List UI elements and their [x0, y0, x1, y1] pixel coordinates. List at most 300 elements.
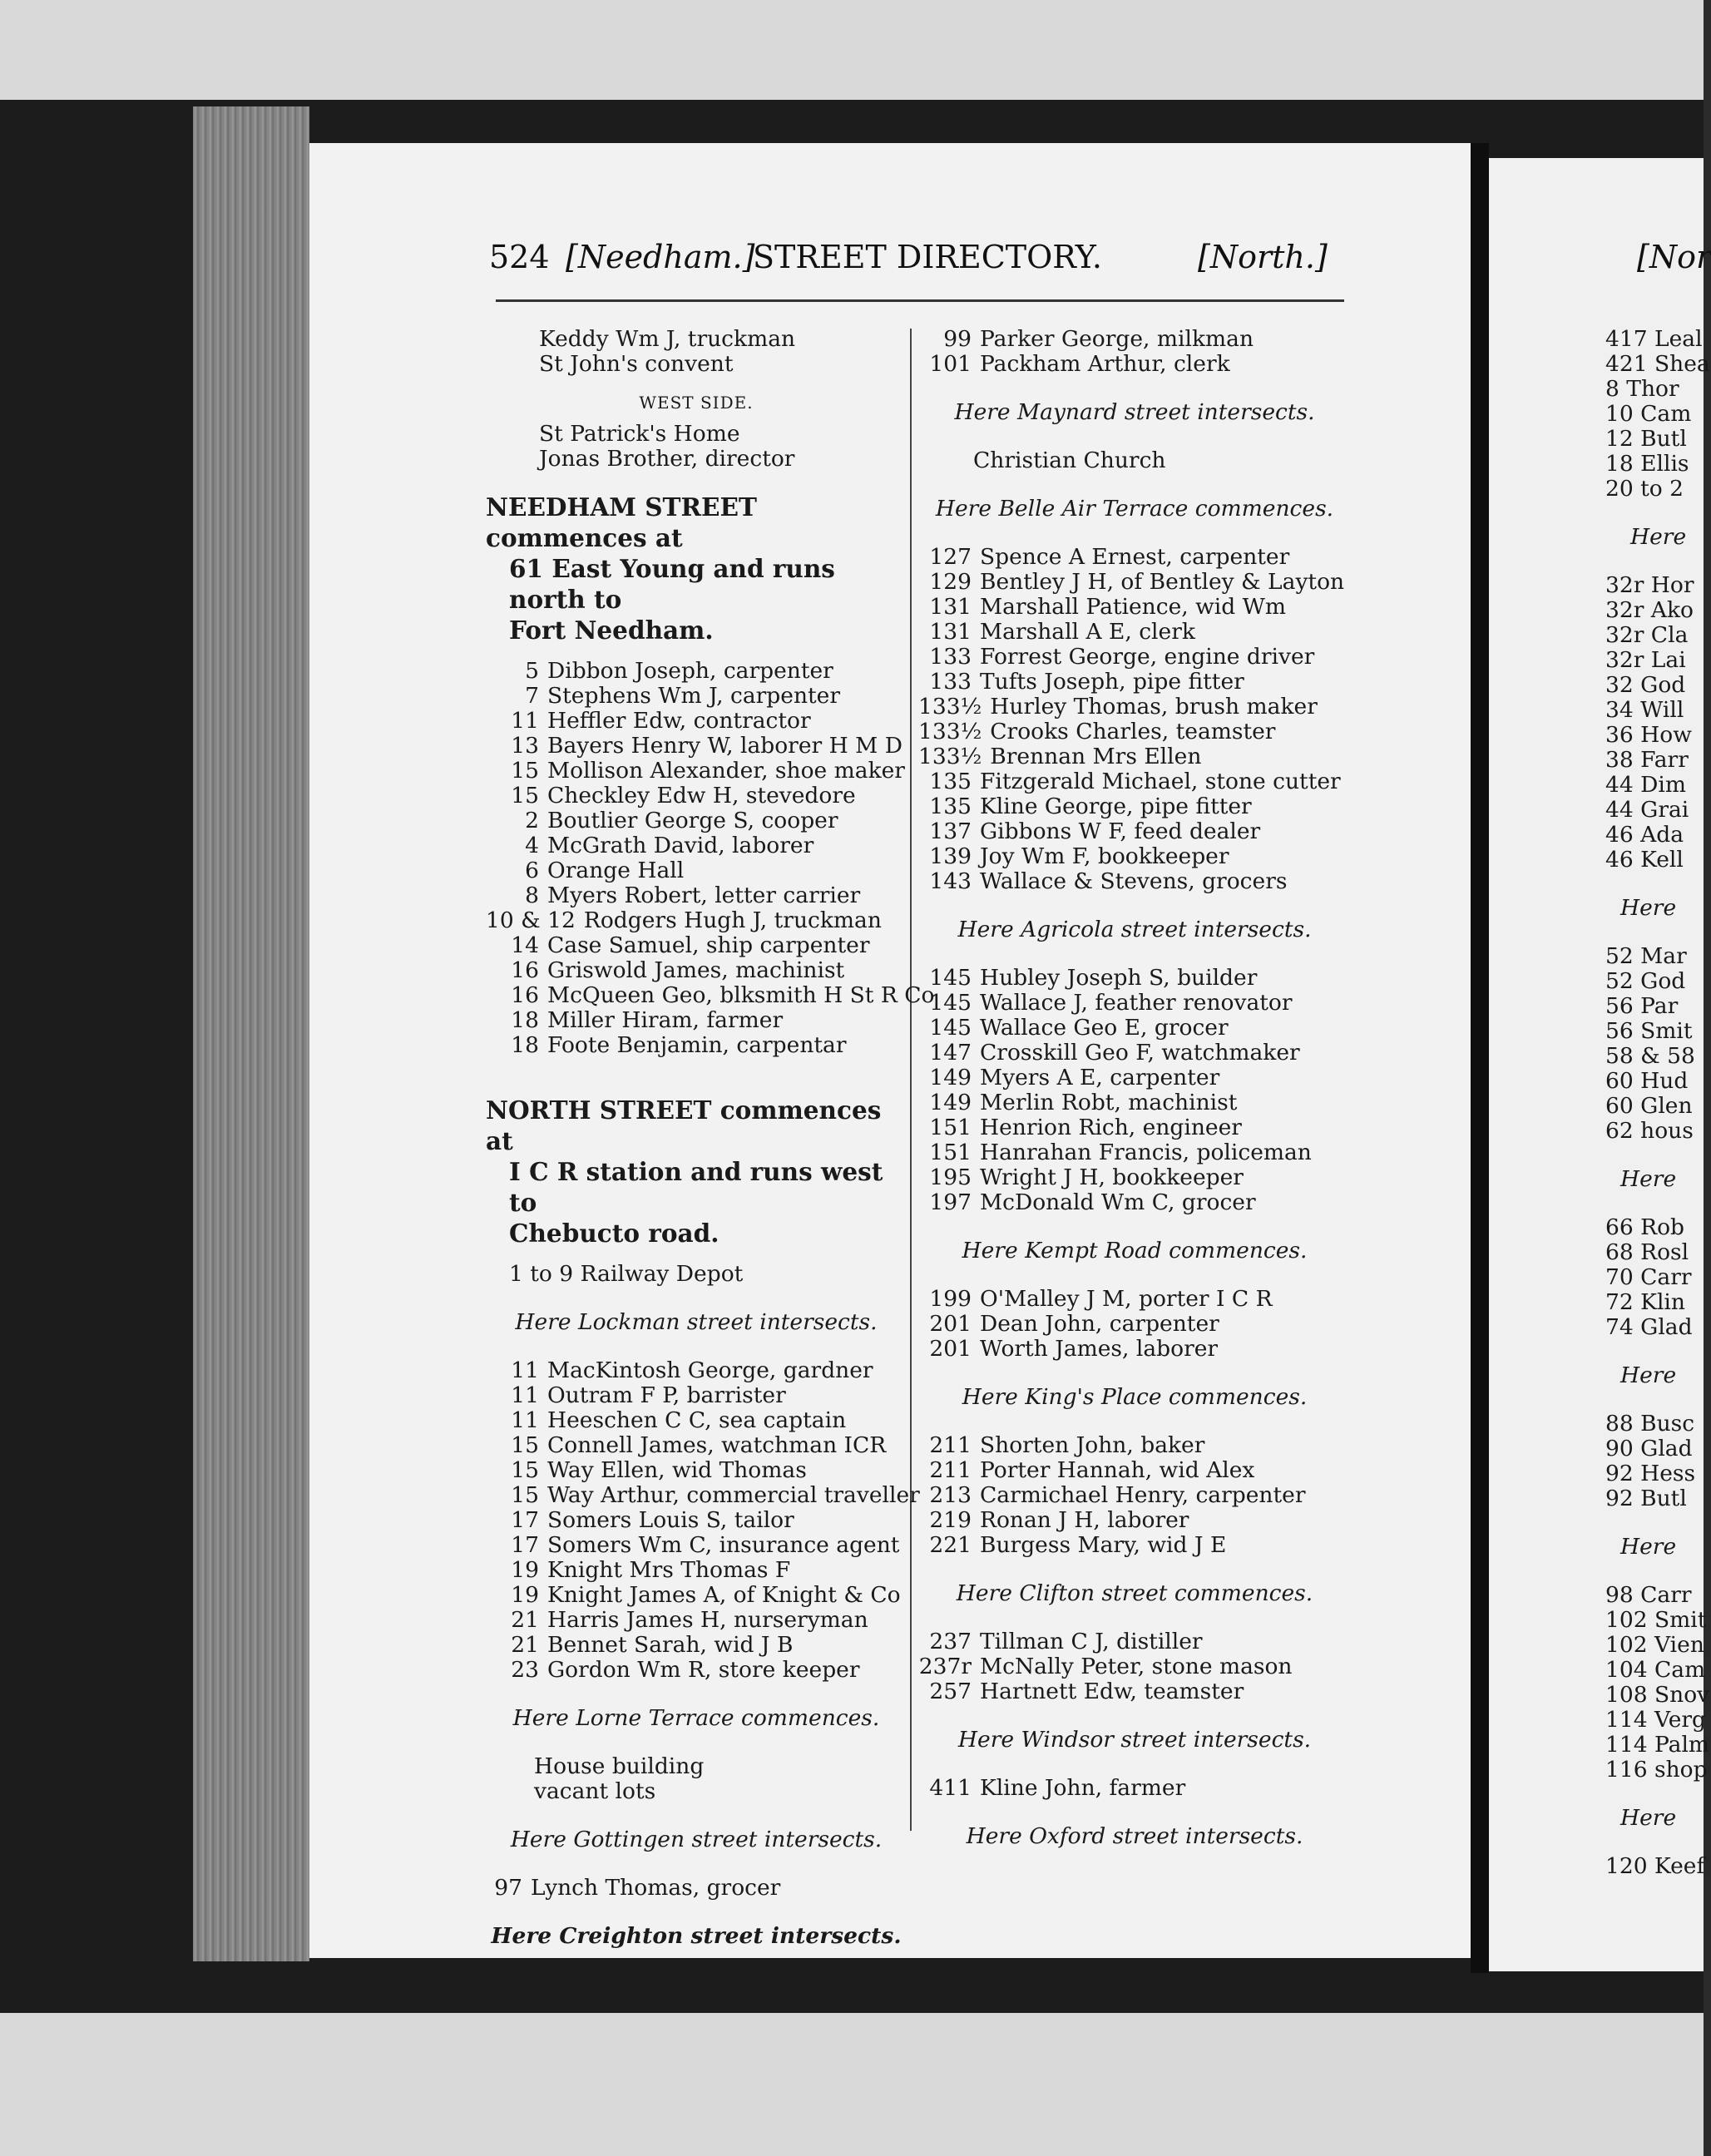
- note-maynard: Here Maynard street intersects.: [954, 399, 1315, 425]
- list-item: [918, 545, 1351, 570]
- list-item: 70 Carr: [1605, 1264, 1692, 1290]
- entry-text: Heffler Edw, contractor: [547, 708, 811, 734]
- house-number: 1 to 9: [509, 1261, 574, 1287]
- right-note: Here: [1620, 895, 1677, 921]
- entry-text: Marshall Patience, wid Wm: [980, 594, 1287, 620]
- house-number: 201: [929, 1336, 972, 1362]
- list-item: Jonas Brother, director: [539, 446, 795, 472]
- list-item: 102 Smit: [1605, 1607, 1707, 1633]
- house-number: 147: [929, 1040, 972, 1066]
- list-item: vacant lots: [534, 1778, 656, 1804]
- list-item: [918, 1115, 1351, 1140]
- list-item: [486, 734, 907, 759]
- list-item: Christian Church: [973, 448, 1166, 473]
- right-group: [1605, 1854, 1704, 1879]
- right-page-header-tag: [1637, 239, 1711, 275]
- page-title: STREET DIRECTORY.: [753, 239, 1103, 275]
- house-number: 11: [511, 708, 539, 734]
- entry-text: Way Arthur, commercial traveller: [547, 1482, 920, 1508]
- list-item: [918, 1066, 1351, 1090]
- entry-text: Gibbons W F, feed dealer: [980, 818, 1261, 844]
- house-number: 197: [929, 1189, 972, 1215]
- list-item: [486, 784, 907, 808]
- house-number: 19: [511, 1582, 539, 1608]
- list-item: [918, 1654, 1351, 1679]
- entry-text: Joy Wm F, bookkeeper: [980, 843, 1229, 869]
- list-item: [918, 670, 1351, 695]
- left-column: [486, 326, 935, 1972]
- list-item: 60 Hud: [1605, 1068, 1689, 1094]
- house-number: 5: [525, 658, 539, 684]
- list-item: [486, 1608, 907, 1633]
- entry-text: Bentley J H, of Bentley & Layton: [980, 569, 1345, 595]
- house-number: 135: [929, 769, 972, 794]
- list-item: [486, 684, 907, 709]
- heading-line: I C R station and runs west to: [509, 1157, 883, 1217]
- list-item: 46 Ada: [1605, 822, 1684, 848]
- entry-text: Orange Hall: [547, 858, 685, 883]
- list-item: 44 Grai: [1605, 797, 1689, 823]
- house-number: 8: [525, 883, 539, 908]
- list-item: [486, 759, 907, 784]
- entry-text: Packham Arthur, clerk: [980, 351, 1230, 377]
- list-item: [486, 1482, 920, 1508]
- list-item: Keddy Wm J, truckman: [539, 326, 796, 352]
- entry-text: Kline John, farmer: [980, 1775, 1186, 1801]
- list-item: [486, 1358, 907, 1383]
- house-number: 211: [929, 1432, 972, 1458]
- list-item: [486, 833, 907, 858]
- list-item: [486, 1408, 907, 1433]
- list-item: [486, 908, 907, 933]
- list-item: [486, 1583, 907, 1608]
- list-item: [918, 719, 1351, 744]
- list-item: [918, 769, 1351, 794]
- entry-text: Outram F P, barrister: [547, 1382, 786, 1408]
- house-number: 195: [929, 1165, 972, 1190]
- house-number: 221: [929, 1532, 972, 1558]
- note-oxford: Here Oxford street intersects.: [966, 1823, 1303, 1849]
- house-number: 15: [511, 783, 539, 808]
- list-item: 20 to 2: [1605, 476, 1684, 502]
- list-item: [486, 958, 907, 983]
- mid-entries-b: [918, 966, 1351, 1215]
- house-number: 4: [525, 833, 539, 858]
- west-side-label: WEST SIDE.: [639, 393, 754, 413]
- note-kings: Here King's Place commences.: [962, 1384, 1308, 1410]
- header-section-tag-text: [North.]: [1198, 239, 1328, 275]
- list-item: 108 Snov: [1605, 1682, 1710, 1708]
- entry-text: Miller Hiram, farmer: [547, 1007, 784, 1033]
- list-item: 120 Keef: [1605, 1853, 1705, 1879]
- house-number: 18: [511, 1032, 539, 1058]
- list-item: [918, 645, 1351, 670]
- entry-text: Gordon Wm R, store keeper: [547, 1657, 860, 1683]
- list-item: 62 hous: [1605, 1118, 1694, 1144]
- house-number: 15: [511, 758, 539, 784]
- list-item: 60 Glen: [1605, 1093, 1693, 1119]
- list-item: 68 Rosl: [1605, 1239, 1689, 1265]
- entry-text: Merlin Robt, machinist: [980, 1090, 1238, 1115]
- list-item: [486, 808, 907, 833]
- heading-line: NORTH STREET commences at: [486, 1095, 882, 1155]
- list-item: [918, 1433, 1351, 1458]
- list-item: [918, 327, 1351, 352]
- list-item: [918, 1776, 1351, 1801]
- needham-entries: [486, 658, 935, 1058]
- list-item: 10 Cam: [1605, 401, 1692, 427]
- house-number: 13: [511, 733, 539, 759]
- list-item: [918, 570, 1351, 595]
- entry-text: Henrion Rich, engineer: [980, 1115, 1242, 1140]
- entry-text: Foote Benjamin, carpentar: [547, 1032, 847, 1058]
- list-item: [918, 1016, 1351, 1041]
- right-note: Here: [1620, 1166, 1677, 1192]
- entry-text: Somers Louis S, tailor: [547, 1507, 794, 1533]
- entry-text: Carmichael Henry, carpenter: [980, 1482, 1306, 1508]
- list-item: [486, 982, 935, 1008]
- list-item: [486, 1633, 907, 1658]
- house-number: 219: [929, 1507, 972, 1533]
- list-item: 90 Glad: [1605, 1436, 1693, 1461]
- list-item: [486, 1383, 907, 1408]
- entry-text: Somers Wm C, insurance agent: [547, 1532, 900, 1558]
- entry-text: Rodgers Hugh J, truckman: [583, 907, 882, 933]
- house-number: 21: [511, 1632, 539, 1658]
- house-number: 145: [929, 1015, 972, 1041]
- list-item: [918, 966, 1351, 991]
- page-number: 524: [489, 239, 550, 275]
- header-street-tag: [566, 239, 754, 275]
- list-item: [486, 1262, 907, 1287]
- list-item: [486, 1033, 907, 1058]
- list-item: 38 Farr: [1605, 747, 1689, 773]
- list-item: 46 Kell: [1605, 847, 1684, 873]
- list-item: 421 Shea: [1605, 351, 1710, 377]
- house-number: 133: [929, 669, 972, 695]
- list-item: 92 Hess: [1605, 1461, 1696, 1486]
- list-item: [918, 595, 1351, 620]
- house-number: 10 & 12: [486, 907, 576, 933]
- entry-text: Railway Depot: [580, 1261, 744, 1287]
- house-number: 131: [929, 594, 972, 620]
- list-item: [918, 695, 1351, 719]
- list-item: [918, 1458, 1351, 1483]
- heading-line: Fort Needham.: [509, 616, 714, 645]
- entry-text: McQueen Geo, blksmith H St R Co: [547, 982, 935, 1008]
- list-item: 32r Hor: [1605, 572, 1694, 598]
- entry-text: Brennan Mrs Ellen: [990, 744, 1202, 769]
- house-number: 133½: [918, 694, 982, 719]
- house-number: 131: [929, 619, 972, 645]
- list-item: [918, 1190, 1351, 1215]
- list-item: 98 Carr: [1605, 1582, 1692, 1608]
- list-item: 74 Glad: [1605, 1314, 1693, 1340]
- note-lorne: Here Lorne Terrace commences.: [512, 1705, 880, 1731]
- list-item: 18 Ellis: [1605, 451, 1689, 477]
- note-agricola: Here Agricola street intersects.: [957, 917, 1312, 942]
- book-gutter: [1471, 143, 1489, 1973]
- list-item: [486, 858, 907, 883]
- house-number: 14: [511, 932, 539, 958]
- entry-text: Forrest George, engine driver: [980, 644, 1315, 670]
- list-item: [486, 1008, 907, 1033]
- house-number: 133½: [918, 744, 982, 769]
- list-item: 32r Cla: [1605, 622, 1689, 648]
- list-item: [918, 991, 1351, 1016]
- right-group: [1605, 326, 1710, 502]
- entry-text: Hanrahan Francis, policeman: [980, 1140, 1312, 1165]
- house-number: 135: [929, 794, 972, 819]
- right-note: Here: [1620, 1362, 1677, 1388]
- entry-text: Myers Robert, letter carrier: [547, 883, 861, 908]
- house-number: 133: [929, 644, 972, 670]
- list-item: 92 Butl: [1605, 1486, 1687, 1511]
- list-item: 32r Ako: [1605, 597, 1694, 623]
- house-number: 18: [511, 1007, 539, 1033]
- list-item: [486, 659, 907, 684]
- entry-text: Crooks Charles, teamster: [990, 719, 1276, 744]
- house-number: 133½: [918, 719, 982, 744]
- list-item: [486, 1658, 907, 1683]
- mid-entries-a: [918, 545, 1351, 894]
- entry-text: Bayers Henry W, laborer H M D: [547, 733, 902, 759]
- note-lockman: Here Lockman street intersects.: [515, 1309, 878, 1335]
- entry-text: Bennet Sarah, wid J B: [547, 1632, 794, 1658]
- list-item: [486, 1533, 907, 1558]
- entry-text: Dibbon Joseph, carpenter: [547, 658, 833, 684]
- list-item: [918, 819, 1351, 844]
- list-item: 44 Dim: [1605, 772, 1686, 798]
- entry-text: Hartnett Edw, teamster: [980, 1679, 1244, 1704]
- list-item: 32r Lai: [1605, 647, 1686, 673]
- house-number: 211: [929, 1457, 972, 1483]
- note-creighton: Here Creighton street intersects.: [491, 1923, 902, 1949]
- house-number: 17: [511, 1532, 539, 1558]
- list-item: [918, 1679, 1351, 1704]
- list-item: [918, 620, 1351, 645]
- right-note: Here: [1620, 1805, 1677, 1831]
- list-item: [918, 794, 1351, 819]
- house-number: 145: [929, 990, 972, 1016]
- entry-text: McGrath David, laborer: [547, 833, 814, 858]
- house-number: 411: [929, 1775, 972, 1801]
- entry-text: Mollison Alexander, shoe maker: [547, 758, 905, 784]
- entry-text: Burgess Mary, wid J E: [980, 1532, 1227, 1558]
- note-gottingen: Here Gottingen street intersects.: [510, 1827, 883, 1852]
- house-number: 143: [929, 868, 972, 894]
- entry-text: Heeschen C C, sea captain: [547, 1407, 847, 1433]
- house-number: 139: [929, 843, 972, 869]
- list-item: 114 Verg: [1605, 1707, 1707, 1733]
- heading-line: 61 East Young and runs north to: [509, 554, 835, 614]
- entry-text: Wallace & Stevens, grocers: [980, 868, 1288, 894]
- top-entries: [486, 327, 907, 377]
- entry-text: Worth James, laborer: [980, 1336, 1219, 1362]
- entry-text: Knight Mrs Thomas F: [547, 1557, 791, 1583]
- list-item: 116 shop: [1605, 1757, 1708, 1783]
- list-item: [918, 352, 1351, 377]
- list-item: [918, 1041, 1351, 1066]
- entry-text: Porter Hannah, wid Alex: [980, 1457, 1255, 1483]
- entry-text: Ronan J H, laborer: [980, 1507, 1189, 1533]
- house-number: 11: [511, 1407, 539, 1433]
- list-item: 88 Busc: [1605, 1411, 1695, 1437]
- entry-text: Checkley Edw H, stevedore: [547, 783, 856, 808]
- book-page-edges: [193, 106, 309, 1961]
- list-item: 34 Will: [1605, 697, 1684, 723]
- right-column: [1605, 326, 1710, 1879]
- entry-text: Way Ellen, wid Thomas: [547, 1457, 807, 1483]
- right-group: [1605, 573, 1704, 873]
- list-item: 58 & 58: [1605, 1043, 1695, 1069]
- right-note: Here: [1620, 1534, 1677, 1560]
- house-number: 99: [943, 326, 972, 352]
- entry-text: Knight James A, of Knight & Co: [547, 1582, 901, 1608]
- entry-text: Spence A Ernest, carpenter: [980, 544, 1290, 570]
- entry-text: Lynch Thomas, grocer: [531, 1875, 781, 1901]
- entry-text: Stephens Wm J, carpenter: [547, 683, 841, 709]
- list-item: 32 God: [1605, 672, 1686, 698]
- house-number: 237: [929, 1629, 972, 1654]
- list-item: House building: [534, 1753, 705, 1779]
- entry-text: Case Samuel, ship carpenter: [547, 932, 870, 958]
- list-item: [486, 709, 907, 734]
- list-item: 66 Rob: [1605, 1214, 1685, 1240]
- entry-text: O'Malley J M, porter I C R: [980, 1286, 1273, 1312]
- list-item: [918, 844, 1351, 869]
- house-number: 16: [511, 982, 539, 1008]
- entry-text: Hubley Joseph S, builder: [980, 965, 1258, 991]
- house-number: 11: [511, 1382, 539, 1408]
- entry-text: Myers A E, carpenter: [980, 1065, 1220, 1090]
- list-item: [918, 1629, 1351, 1654]
- needham-street-heading: [486, 492, 907, 645]
- list-item: St Patrick's Home: [539, 421, 740, 447]
- house-number: 11: [511, 1357, 539, 1383]
- column-divider: [910, 329, 912, 1831]
- house-number: 19: [511, 1557, 539, 1583]
- entry-text: Wright J H, bookkeeper: [980, 1165, 1244, 1190]
- house-number: 7: [525, 683, 539, 709]
- entry-text: Hurley Thomas, brush maker: [990, 694, 1318, 719]
- list-item: 104 Cam: [1605, 1657, 1706, 1683]
- entry-text: Parker George, milkman: [980, 326, 1254, 352]
- house-number: 149: [929, 1065, 972, 1090]
- mid-entries-d: [918, 1433, 1351, 1558]
- entry-text: Tillman C J, distiller: [980, 1629, 1203, 1654]
- list-item: [918, 1140, 1351, 1165]
- header-street-tag-text: [Needham.]: [566, 239, 755, 275]
- entry-text: McNally Peter, stone mason: [980, 1654, 1293, 1679]
- house-number: 151: [929, 1115, 972, 1140]
- list-item: [486, 1558, 907, 1583]
- heading-line: Chebucto road.: [509, 1219, 720, 1248]
- right-group: [1605, 1215, 1704, 1340]
- note-kempt: Here Kempt Road commences.: [962, 1238, 1308, 1263]
- house-number: 23: [511, 1657, 539, 1683]
- list-item: [918, 1165, 1351, 1190]
- house-number: 145: [929, 965, 972, 991]
- house-number: 17: [511, 1507, 539, 1533]
- list-item: [918, 1508, 1351, 1533]
- entry-text: Marshall A E, clerk: [980, 619, 1195, 645]
- list-item: [918, 1483, 1351, 1508]
- entry-text: Dean John, carpenter: [980, 1311, 1219, 1337]
- right-note: Here: [1630, 524, 1687, 550]
- mid-top-entries: [918, 327, 1351, 377]
- list-item: [486, 883, 907, 908]
- list-item: 52 God: [1605, 968, 1686, 994]
- house-number: 6: [525, 858, 539, 883]
- house-number: 149: [929, 1090, 972, 1115]
- right-group: [1605, 1412, 1704, 1511]
- entry-text: Connell James, watchman ICR: [547, 1432, 887, 1458]
- list-item: 56 Smit: [1605, 1018, 1693, 1044]
- house-number: 16: [511, 957, 539, 983]
- list-item: [486, 1433, 907, 1458]
- right-group: [1605, 1582, 1710, 1783]
- house-number: 213: [929, 1482, 972, 1508]
- entry-text: Harris James H, nurseryman: [547, 1607, 868, 1633]
- house-number: 257: [929, 1679, 972, 1704]
- house-number: 97: [494, 1875, 522, 1901]
- list-item: 56 Par: [1605, 993, 1679, 1019]
- entry-text: Kline George, pipe fitter: [980, 794, 1252, 819]
- entry-text: Griswold James, machinist: [547, 957, 845, 983]
- list-item: [918, 1287, 1351, 1312]
- house-number: 151: [929, 1140, 972, 1165]
- entry-text: McDonald Wm C, grocer: [980, 1189, 1256, 1215]
- entry-text: Boutlier George S, cooper: [547, 808, 838, 833]
- house-number: 137: [929, 818, 972, 844]
- house-number: 21: [511, 1607, 539, 1633]
- entry-text: Wallace J, feather renovator: [980, 990, 1293, 1016]
- house-number: 129: [929, 569, 972, 595]
- entry-text: Fitzgerald Michael, stone cutter: [980, 769, 1341, 794]
- right-group: [1605, 944, 1704, 1144]
- list-item: 102 Vien: [1605, 1632, 1704, 1658]
- house-number: 199: [929, 1286, 972, 1312]
- header-rule: [496, 299, 1344, 302]
- list-item: 12 Butl: [1605, 426, 1687, 452]
- list-item: [918, 1312, 1351, 1337]
- mid-entries-e: [918, 1629, 1351, 1704]
- list-item: [486, 1876, 907, 1901]
- list-item: [918, 1090, 1351, 1115]
- list-item: 52 Mar: [1605, 943, 1687, 969]
- list-item: [918, 1337, 1351, 1362]
- list-item: [918, 869, 1351, 894]
- list-item: St John's convent: [539, 351, 734, 377]
- house-number: 15: [511, 1432, 539, 1458]
- note-clifton: Here Clifton street commences.: [956, 1580, 1313, 1606]
- house-number: 101: [929, 351, 972, 377]
- list-item: [486, 1458, 907, 1483]
- house-number: 2: [525, 808, 539, 833]
- list-item: [486, 1508, 907, 1533]
- note-windsor: Here Windsor street intersects.: [957, 1727, 1312, 1753]
- entry-text: Shorten John, baker: [980, 1432, 1205, 1458]
- entry-text: Tufts Joseph, pipe fitter: [980, 669, 1244, 695]
- house-number: 237r: [918, 1654, 972, 1679]
- entry-text: Crosskill Geo F, watchmaker: [980, 1040, 1300, 1066]
- list-item: 8 Thor: [1605, 376, 1679, 402]
- entry-text: MacKintosh George, gardner: [547, 1357, 873, 1383]
- north-entries: [486, 1357, 920, 1683]
- note-belle-air: Here Belle Air Terrace commences.: [935, 496, 1334, 522]
- house-number: 15: [511, 1457, 539, 1483]
